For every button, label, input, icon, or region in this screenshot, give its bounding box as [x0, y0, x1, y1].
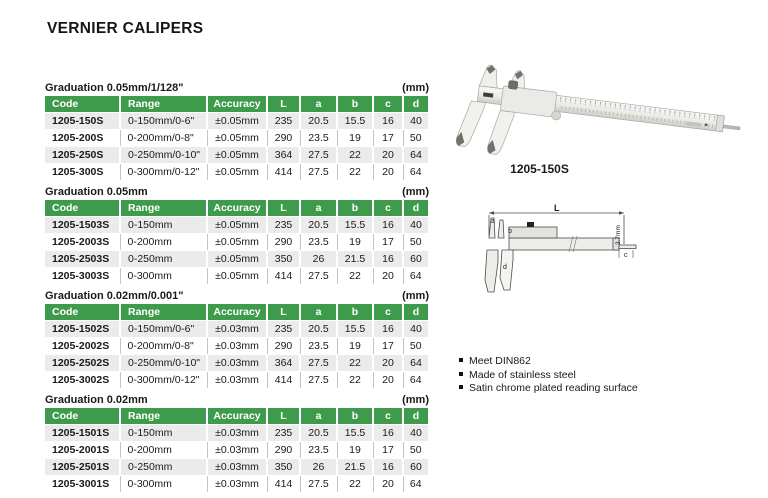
graduation-label: Graduation 0.05mm	[45, 186, 148, 198]
table-label-row	[45, 394, 429, 406]
column-header: Range	[120, 200, 207, 217]
value-cell: 20.5	[300, 113, 337, 130]
feature-text: Made of stainless steel	[469, 368, 576, 381]
value-cell: 40	[403, 217, 428, 234]
table-row	[45, 425, 428, 442]
value-cell: 0-200mm/0-8"	[120, 130, 207, 147]
column-header: c	[373, 200, 403, 217]
value-cell: 64	[403, 372, 428, 389]
value-cell: 235	[267, 113, 300, 130]
value-cell: 64	[403, 268, 428, 285]
value-cell: 15.5	[337, 321, 373, 338]
page-title: VERNIER CALIPERS	[47, 20, 204, 37]
table-row	[45, 251, 428, 268]
code-cell: 1205-2501S	[45, 459, 120, 476]
table-block-graduation-002-0001	[45, 290, 429, 389]
value-cell: 0-250mm/0-10"	[120, 147, 207, 164]
caliper-photo	[450, 56, 748, 169]
value-cell: 22	[337, 476, 373, 493]
unit-label: (mm)	[402, 82, 429, 94]
value-cell: 19	[337, 338, 373, 355]
value-cell: 235	[267, 425, 300, 442]
value-cell: 20	[373, 164, 403, 181]
table-row	[45, 268, 428, 285]
table-label-row	[45, 290, 429, 302]
value-cell: 16	[373, 217, 403, 234]
value-cell: 17	[373, 234, 403, 251]
value-cell: ±0.05mm	[207, 164, 267, 181]
graduation-label: Graduation 0.02mm	[45, 394, 148, 406]
value-cell: ±0.03mm	[207, 338, 267, 355]
value-cell: 23.5	[300, 442, 337, 459]
value-cell: 16	[373, 113, 403, 130]
value-cell: ±0.05mm	[207, 147, 267, 164]
unit-label: (mm)	[402, 290, 429, 302]
column-header: c	[373, 408, 403, 425]
column-header: a	[300, 96, 337, 113]
value-cell: ±0.03mm	[207, 442, 267, 459]
value-cell: ±0.05mm	[207, 113, 267, 130]
table-row	[45, 147, 428, 164]
value-cell: 235	[267, 321, 300, 338]
value-cell: 0-300mm/0-12"	[120, 164, 207, 181]
value-cell: 20	[373, 355, 403, 372]
value-cell: 20	[373, 147, 403, 164]
value-cell: ±0.05mm	[207, 130, 267, 147]
code-cell: 1205-2503S	[45, 251, 120, 268]
header-row	[45, 408, 428, 425]
bullet-square-icon	[459, 358, 463, 362]
column-header: a	[300, 408, 337, 425]
value-cell: 0-250mm	[120, 251, 207, 268]
feature-item	[459, 369, 638, 383]
caliper-photo-image	[450, 56, 748, 164]
unit-label: (mm)	[402, 186, 429, 198]
column-header: L	[267, 408, 300, 425]
value-cell: 16	[373, 459, 403, 476]
value-cell: 26	[300, 251, 337, 268]
feature-text: Satin chrome plated reading surface	[469, 382, 638, 394]
product-code-caption: 1205-150S	[510, 162, 569, 176]
value-cell: 21.5	[337, 459, 373, 476]
code-cell: 1205-2002S	[45, 338, 120, 355]
value-cell: 20	[373, 476, 403, 493]
value-cell: 0-300mm	[120, 476, 207, 493]
feature-list	[459, 355, 638, 396]
value-cell: 15.5	[337, 217, 373, 234]
caliper-diagram	[481, 202, 641, 315]
table-row	[45, 355, 428, 372]
value-cell: 20.5	[300, 425, 337, 442]
value-cell: 40	[403, 425, 428, 442]
column-header: Range	[120, 408, 207, 425]
header-row	[45, 96, 428, 113]
value-cell: 64	[403, 164, 428, 181]
column-header: d	[403, 200, 428, 217]
value-cell: 0-200mm/0-8"	[120, 338, 207, 355]
diagram-label-b: b	[508, 228, 512, 235]
table-row	[45, 372, 428, 389]
value-cell: 414	[267, 164, 300, 181]
value-cell: 21.5	[337, 251, 373, 268]
value-cell: 22	[337, 372, 373, 389]
header-row	[45, 304, 428, 321]
code-cell: 1205-300S	[45, 164, 120, 181]
table-row	[45, 234, 428, 251]
diagram-label-d: d	[503, 264, 507, 271]
value-cell: 50	[403, 338, 428, 355]
value-cell: 0-150mm/0-6"	[120, 113, 207, 130]
feature-item	[459, 382, 638, 396]
column-header: Accuracy	[207, 96, 267, 113]
value-cell: 16	[373, 251, 403, 268]
table-block-graduation-005-128	[45, 82, 429, 181]
table-row	[45, 113, 428, 130]
bullet-square-icon	[459, 372, 463, 376]
code-cell: 1205-3002S	[45, 372, 120, 389]
value-cell: 22	[337, 164, 373, 181]
spec-table	[45, 200, 428, 285]
table-label-row	[45, 82, 429, 94]
value-cell: 20	[373, 268, 403, 285]
code-cell: 1205-3001S	[45, 476, 120, 493]
column-header: Code	[45, 200, 120, 217]
graduation-label: Graduation 0.02mm/0.001"	[45, 290, 184, 302]
column-header: Range	[120, 96, 207, 113]
column-header: Code	[45, 96, 120, 113]
column-header: Code	[45, 304, 120, 321]
value-cell: ±0.05mm	[207, 217, 267, 234]
column-header: Accuracy	[207, 408, 267, 425]
value-cell: 27.5	[300, 147, 337, 164]
value-cell: ±0.03mm	[207, 372, 267, 389]
value-cell: 17	[373, 338, 403, 355]
header-row	[45, 200, 428, 217]
value-cell: 0-250mm/0-10"	[120, 355, 207, 372]
column-header: b	[337, 304, 373, 321]
code-cell: 1205-1501S	[45, 425, 120, 442]
table-row	[45, 321, 428, 338]
value-cell: ±0.05mm	[207, 234, 267, 251]
value-cell: 350	[267, 251, 300, 268]
column-header: b	[337, 408, 373, 425]
value-cell: 22	[337, 355, 373, 372]
value-cell: 60	[403, 251, 428, 268]
value-cell: ±0.03mm	[207, 355, 267, 372]
column-header: c	[373, 304, 403, 321]
value-cell: 16	[373, 425, 403, 442]
column-header: Range	[120, 304, 207, 321]
code-cell: 1205-2001S	[45, 442, 120, 459]
code-cell: 1205-2502S	[45, 355, 120, 372]
value-cell: 364	[267, 355, 300, 372]
code-cell: 1205-1503S	[45, 217, 120, 234]
table-row	[45, 164, 428, 181]
value-cell: ±0.03mm	[207, 321, 267, 338]
value-cell: 414	[267, 268, 300, 285]
diagram-label-L: L	[554, 203, 560, 213]
value-cell: 50	[403, 234, 428, 251]
column-header: d	[403, 96, 428, 113]
value-cell: 0-150mm	[120, 217, 207, 234]
value-cell: 414	[267, 372, 300, 389]
value-cell: ±0.05mm	[207, 251, 267, 268]
caliper-diagram-image	[481, 202, 641, 310]
value-cell: 290	[267, 442, 300, 459]
diagram-label-c: c	[624, 252, 628, 259]
code-cell: 1205-200S	[45, 130, 120, 147]
table-row	[45, 476, 428, 493]
feature-item	[459, 355, 638, 369]
column-header: d	[403, 408, 428, 425]
column-header: b	[337, 200, 373, 217]
column-header: L	[267, 304, 300, 321]
code-cell: 1205-150S	[45, 113, 120, 130]
value-cell: 20.5	[300, 321, 337, 338]
code-cell: 1205-3003S	[45, 268, 120, 285]
graduation-label: Graduation 0.05mm/1/128"	[45, 82, 184, 94]
value-cell: 235	[267, 217, 300, 234]
code-cell: 1205-1502S	[45, 321, 120, 338]
table-block-graduation-005	[45, 186, 429, 285]
code-cell: 1205-250S	[45, 147, 120, 164]
spec-table	[45, 408, 428, 493]
column-header: c	[373, 96, 403, 113]
value-cell: 60	[403, 459, 428, 476]
value-cell: 0-300mm	[120, 268, 207, 285]
value-cell: 27.5	[300, 268, 337, 285]
table-row	[45, 338, 428, 355]
column-header: Code	[45, 408, 120, 425]
feature-text: Meet DIN862	[469, 355, 531, 367]
value-cell: 22	[337, 268, 373, 285]
value-cell: 0-200mm	[120, 234, 207, 251]
value-cell: 15.5	[337, 113, 373, 130]
value-cell: 19	[337, 442, 373, 459]
column-header: a	[300, 200, 337, 217]
value-cell: 290	[267, 338, 300, 355]
value-cell: 64	[403, 355, 428, 372]
column-header: b	[337, 96, 373, 113]
value-cell: 20	[373, 372, 403, 389]
column-header: Accuracy	[207, 200, 267, 217]
table-row	[45, 217, 428, 234]
value-cell: 0-300mm/0-12"	[120, 372, 207, 389]
column-header: a	[300, 304, 337, 321]
value-cell: ±0.03mm	[207, 476, 267, 493]
value-cell: ±0.03mm	[207, 425, 267, 442]
column-header: d	[403, 304, 428, 321]
bullet-square-icon	[459, 385, 463, 389]
value-cell: 0-200mm	[120, 442, 207, 459]
spec-tables	[45, 82, 429, 498]
value-cell: 0-250mm	[120, 459, 207, 476]
value-cell: 23.5	[300, 338, 337, 355]
value-cell: 17	[373, 442, 403, 459]
value-cell: ±0.05mm	[207, 268, 267, 285]
value-cell: 20.5	[300, 217, 337, 234]
value-cell: 26	[300, 459, 337, 476]
value-cell: 50	[403, 442, 428, 459]
unit-label: (mm)	[402, 394, 429, 406]
value-cell: 27.5	[300, 355, 337, 372]
value-cell: 64	[403, 476, 428, 493]
value-cell: 350	[267, 459, 300, 476]
table-label-row	[45, 186, 429, 198]
value-cell: 0-150mm	[120, 425, 207, 442]
spec-table	[45, 96, 428, 181]
diagram-label-a: a	[491, 218, 495, 225]
value-cell: 15.5	[337, 425, 373, 442]
spec-table	[45, 304, 428, 389]
value-cell: 414	[267, 476, 300, 493]
value-cell: 23.5	[300, 130, 337, 147]
value-cell: 17	[373, 130, 403, 147]
diagram-label-rod: 3.7mm	[615, 225, 622, 245]
column-header: L	[267, 200, 300, 217]
value-cell: 40	[403, 321, 428, 338]
table-row	[45, 130, 428, 147]
column-header: L	[267, 96, 300, 113]
value-cell: 27.5	[300, 476, 337, 493]
value-cell: 27.5	[300, 372, 337, 389]
value-cell: 64	[403, 147, 428, 164]
table-row	[45, 442, 428, 459]
column-header: Accuracy	[207, 304, 267, 321]
table-row	[45, 459, 428, 476]
value-cell: 364	[267, 147, 300, 164]
value-cell: 23.5	[300, 234, 337, 251]
value-cell: 16	[373, 321, 403, 338]
value-cell: ±0.03mm	[207, 459, 267, 476]
code-cell: 1205-2003S	[45, 234, 120, 251]
value-cell: 40	[403, 113, 428, 130]
value-cell: 27.5	[300, 164, 337, 181]
value-cell: 50	[403, 130, 428, 147]
value-cell: 19	[337, 234, 373, 251]
value-cell: 19	[337, 130, 373, 147]
value-cell: 22	[337, 147, 373, 164]
value-cell: 290	[267, 130, 300, 147]
value-cell: 290	[267, 234, 300, 251]
value-cell: 0-150mm/0-6"	[120, 321, 207, 338]
table-block-graduation-002	[45, 394, 429, 493]
